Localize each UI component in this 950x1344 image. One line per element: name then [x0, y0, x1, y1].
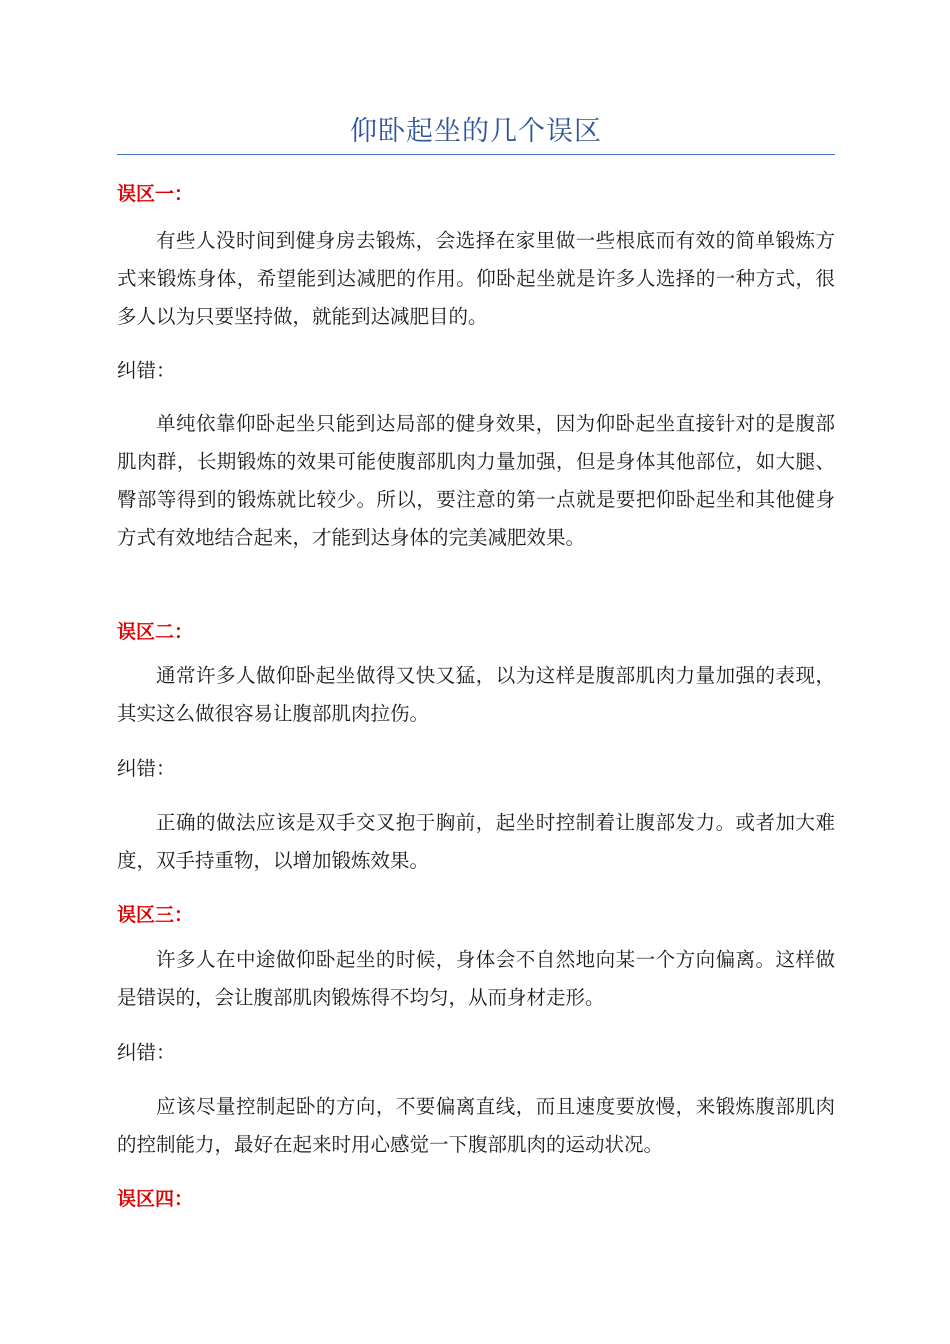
section-2-correction-label: 纠错： [117, 757, 176, 780]
section-2-text: 通常许多人做仰卧起坐做得又快又猛，以为这样是腹部肌肉力量加强的表现，其实这么做很容易让腹部肌肉拉伤。 [117, 664, 835, 725]
section-1-correction: 单纯依靠仰卧起坐只能到达局部的健身效果，因为仰卧起坐直接针对的是腹部肌肉群，长期锻炼的效果可能使腹部肌肉力量加强，但是身体其他部位，如大腿、臀部等得到的锻炼就比较少。所以，要注意的第一点就是要把仰卧起坐和其他健身方式有效地结合起来，才能到达身体的完美减肥效果。 [117, 412, 835, 549]
section-1-correction-label: 纠错： [117, 359, 176, 382]
section-2-correction: 正确的做法应该是双手交叉抱于胸前，起坐时控制着让腹部发力。或者加大难度，双手持重物，以增加锻炼效果。 [117, 811, 835, 872]
section-1-text: 有些人没时间到健身房去锻炼，会选择在家里做一些根底而有效的简单锻炼方式来锻炼身体，希望能到达减肥的作用。仰卧起坐就是许多人选择的一种方式，很多人以为只要坚持做，就能到达减肥目的。 [117, 229, 835, 328]
title-underline [117, 154, 835, 155]
section-3-correction: 应该尽量控制起卧的方向，不要偏离直线，而且速度要放慢，来锻炼腹部肌肉的控制能力，最好在起来时用心感觉一下腹部肌肉的运动状况。 [117, 1095, 835, 1156]
section-3-heading: 误区三： [117, 904, 194, 926]
section-3-correction-label: 纠错： [117, 1041, 176, 1064]
section-3-text: 许多人在中途做仰卧起坐的时候，身体会不自然地向某一个方向偏离。这样做是错误的，会让腹部肌肉锻炼得不均匀，从而身材走形。 [117, 948, 835, 1009]
section-4-heading: 误区四： [117, 1188, 194, 1210]
section-2-heading: 误区二： [117, 621, 194, 643]
page-title: 仰卧起坐的几个误区 [350, 116, 602, 147]
section-1-heading: 误区一： [117, 183, 194, 205]
